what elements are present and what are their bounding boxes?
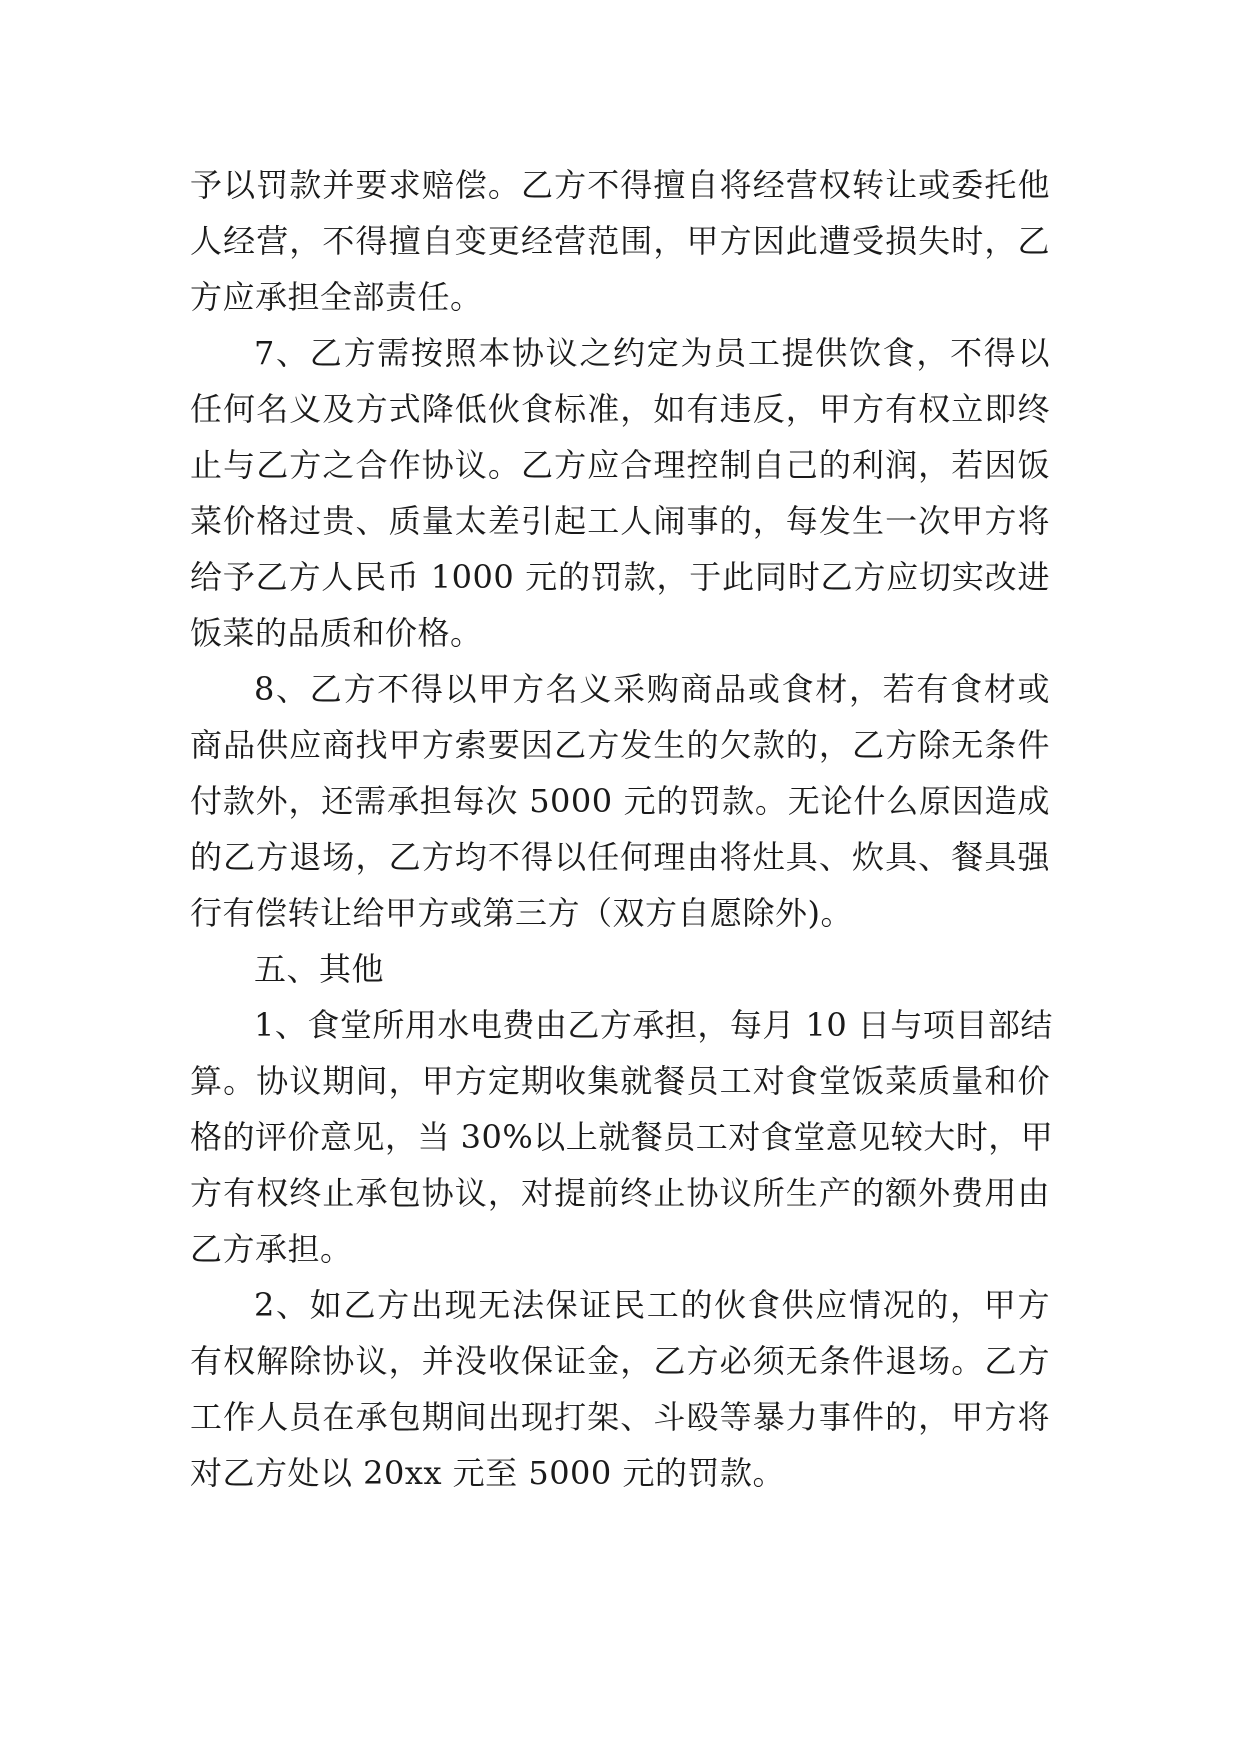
text-line: 商品供应商找甲方索要因乙方发生的欠款的，乙方除无条件: [190, 726, 1050, 764]
text-line: 有权解除协议，并没收保证金，乙方必须无条件退场。乙方: [190, 1342, 1050, 1380]
text-line: 8、乙方不得以甲方名义采购商品或食材，若有食材或: [254, 670, 1050, 708]
text-line: 行有偿转让给甲方或第三方（双方自愿除外)。: [190, 894, 853, 932]
text-line: 对乙方处以 20xx 元至 5000 元的罚款。: [190, 1454, 785, 1492]
text-line: 人经营，不得擅自变更经营范围，甲方因此遭受损失时，乙: [190, 222, 1050, 260]
text-line: 工作人员在承包期间出现打架、斗殴等暴力事件的，甲方将: [190, 1398, 1050, 1436]
text-line: 2、如乙方出现无法保证民工的伙食供应情况的，甲方: [254, 1286, 1050, 1324]
text-line: 1、食堂所用水电费由乙方承担，每月 10 日与项目部结: [254, 1006, 1053, 1044]
text-line: 付款外，还需承担每次 5000 元的罚款。无论什么原因造成: [190, 782, 1050, 820]
text-line: 方有权终止承包协议，对提前终止协议所生产的额外费用由: [190, 1174, 1050, 1212]
text-line: 予以罚款并要求赔偿。乙方不得擅自将经营权转让或委托他: [190, 166, 1050, 204]
text-line: 止与乙方之合作协议。乙方应合理控制自己的利润，若因饭: [190, 446, 1050, 484]
text-line: 算。协议期间，甲方定期收集就餐员工对食堂饭菜质量和价: [190, 1062, 1050, 1100]
text-line: 饭菜的品质和价格。: [190, 614, 483, 652]
text-line: 任何名义及方式降低伙食标准，如有违反，甲方有权立即终: [190, 390, 1050, 428]
text-line: 7、乙方需按照本协议之约定为员工提供饮食，不得以: [254, 334, 1050, 372]
text-line: 给予乙方人民币 1000 元的罚款，于此同时乙方应切实改进: [190, 558, 1050, 596]
section-heading: 五、其他: [254, 950, 385, 988]
text-line: 方应承担全部责任。: [190, 278, 483, 316]
text-line: 格的评价意见，当 30%以上就餐员工对食堂意见较大时，甲: [190, 1118, 1054, 1156]
text-line: 乙方承担。: [190, 1230, 353, 1268]
text-line: 菜价格过贵、质量太差引起工人闹事的，每发生一次甲方将: [190, 502, 1050, 540]
text-line: 的乙方退场，乙方均不得以任何理由将灶具、炊具、餐具强: [190, 838, 1050, 876]
